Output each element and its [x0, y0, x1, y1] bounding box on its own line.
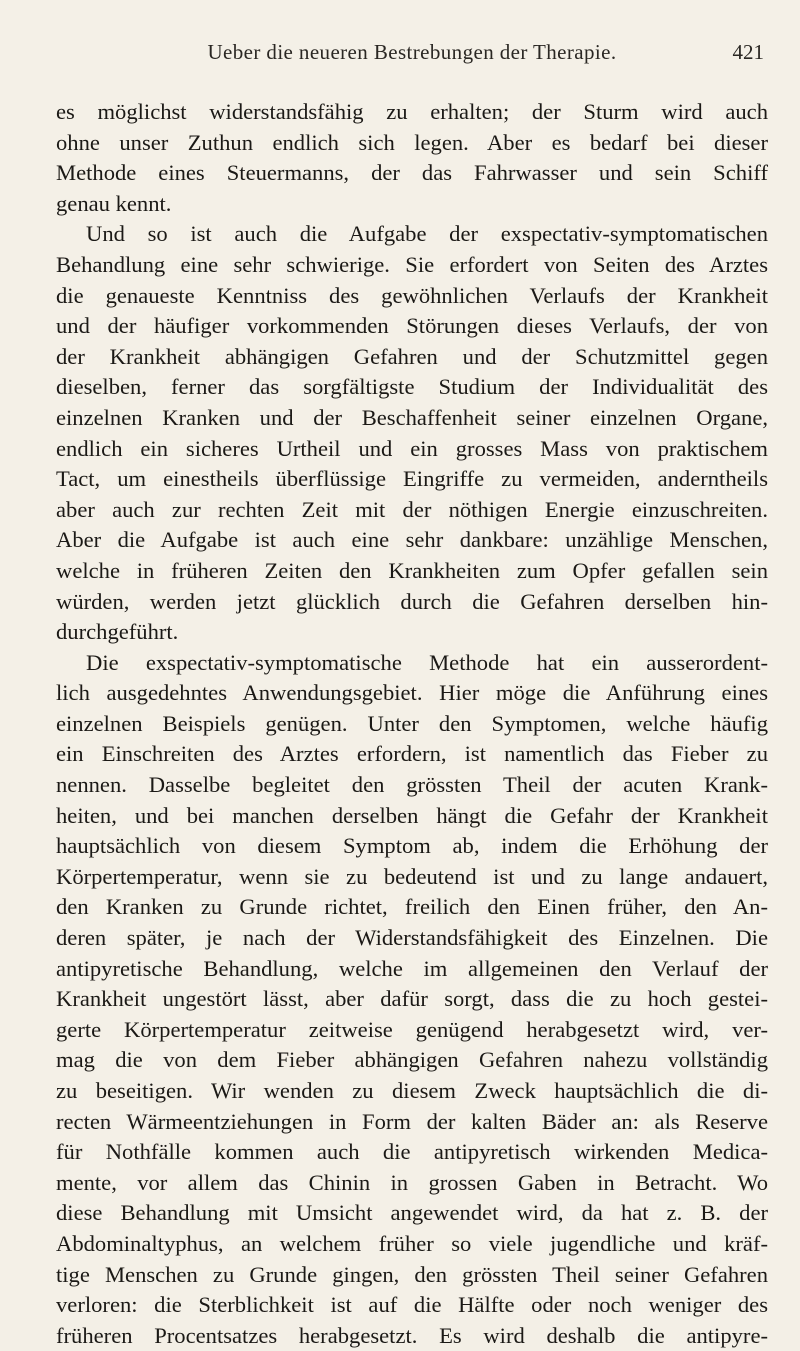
- text-line: hauptsächlich von diesem Symptom ab, indem die Erhöhung der: [56, 833, 768, 859]
- page-header: [60, 40, 764, 80]
- text-line: die genaueste Kenntniss des gewöhnlichen Verlaufs der Krankheit: [56, 282, 768, 308]
- text-line: früheren Procentsatzes herabgesetzt. Es wird deshalb die antipyre-: [56, 1322, 768, 1348]
- body-text: [56, 97, 768, 1351]
- text-line: recten Wärmeentziehungen in Form der kalten Bäder an: als Reserve: [56, 1108, 768, 1134]
- text-line: aber auch zur rechten Zeit mit der nöthigen Energie einzuschreiten.: [56, 496, 768, 522]
- text-line: ohne unser Zuthun endlich sich legen. Aber es bedarf bei dieser: [56, 129, 768, 155]
- text-line: und der häufiger vorkommenden Störungen dieses Verlaufs, der von: [56, 313, 768, 339]
- text-line: deren später, je nach der Widerstandsfähigkeit des Einzelnen. Die: [56, 925, 768, 951]
- text-line: einzelnen Kranken und der Beschaffenheit seiner einzelnen Organe,: [56, 404, 768, 430]
- text-line: durchgeführt.: [56, 619, 179, 645]
- text-line: heiten, und bei manchen derselben hängt die Gefahr der Krankheit: [56, 802, 768, 828]
- text-line: nennen. Dasselbe begleitet den grössten Theil der acuten Krank-: [56, 772, 768, 798]
- text-line: Körpertemperatur, wenn sie zu bedeutend ist und zu lange andauert,: [56, 863, 768, 889]
- text-line: tige Menschen zu Grunde gingen, den grössten Theil seiner Gefahren: [56, 1261, 768, 1287]
- text-line: dieselben, ferner das sorgfältigste Studium der Individualität des: [56, 374, 768, 400]
- text-line: Abdominaltyphus, an welchem früher so viele jugendliche und kräf-: [56, 1230, 768, 1256]
- text-line: Behandlung eine sehr schwierige. Sie erfordert von Seiten des Arztes: [56, 251, 768, 277]
- text-line: ein Einschreiten des Arztes erfordern, ist namentlich das Fieber zu: [56, 741, 768, 767]
- text-line: es möglichst widerstandsfähig zu erhalten; der Sturm wird auch: [56, 99, 768, 124]
- text-line: würden, werden jetzt glücklich durch die Gefahren derselben hin-: [56, 588, 768, 614]
- text-line: Methode eines Steuermanns, der das Fahrwasser und sein Schiff: [56, 160, 768, 186]
- text-line: diese Behandlung mit Umsicht angewendet wird, da hat z. B. der: [56, 1200, 768, 1226]
- text-line: Krankheit ungestört lässt, aber dafür sorgt, dass die zu hoch gestei-: [56, 986, 768, 1012]
- text-line: welche in früheren Zeiten den Krankheiten zum Opfer gefallen sein: [56, 557, 768, 583]
- text-line: mente, vor allem das Chinin in grossen Gaben in Betracht. Wo: [56, 1169, 768, 1195]
- text-line: Und so ist auch die Aufgabe der exspectativ-symptomatischen: [86, 221, 768, 247]
- text-line: Die exspectativ-symptomatische Methode hat ein ausserordent-: [86, 649, 768, 675]
- text-line: Aber die Aufgabe ist auch eine sehr dankbare: unzählige Menschen,: [56, 527, 768, 553]
- running-head: Ueber die neueren Bestrebungen der Therapie.: [207, 40, 617, 64]
- text-line: zu beseitigen. Wir wenden zu diesem Zweck hauptsächlich die di-: [56, 1078, 768, 1103]
- text-line: lich ausgedehntes Anwendungsgebiet. Hier möge die Anführung eines: [56, 680, 768, 706]
- text-line: einzelnen Beispiels genügen. Unter den Symptomen, welche häufig: [56, 710, 768, 736]
- text-line: den Kranken zu Grunde richtet, freilich den Einen früher, den An-: [56, 894, 768, 920]
- text-line: genau kennt.: [56, 190, 172, 216]
- text-line: Tact, um einestheils überflüssige Eingriffe zu vermeiden, anderntheils: [56, 466, 768, 492]
- text-line: verloren: die Sterblichkeit ist auf die Hälfte oder noch weniger des: [56, 1292, 768, 1318]
- page-number: 421: [732, 40, 764, 64]
- text-line: antipyretische Behandlung, welche im allgemeinen den Verlauf der: [56, 955, 768, 981]
- text-line: für Nothfälle kommen auch die antipyretisch wirkenden Medica-: [56, 1139, 768, 1165]
- text-line: der Krankheit abhängigen Gefahren und der Schutzmittel gegen: [56, 343, 768, 369]
- text-line: gerte Körpertemperatur zeitweise genügend herabgesetzt wird, ver-: [56, 1016, 768, 1042]
- text-line: mag die von dem Fieber abhängigen Gefahren nahezu vollständig: [56, 1047, 768, 1073]
- text-line: endlich ein sicheres Urtheil und ein grosses Mass von praktischem: [56, 435, 768, 461]
